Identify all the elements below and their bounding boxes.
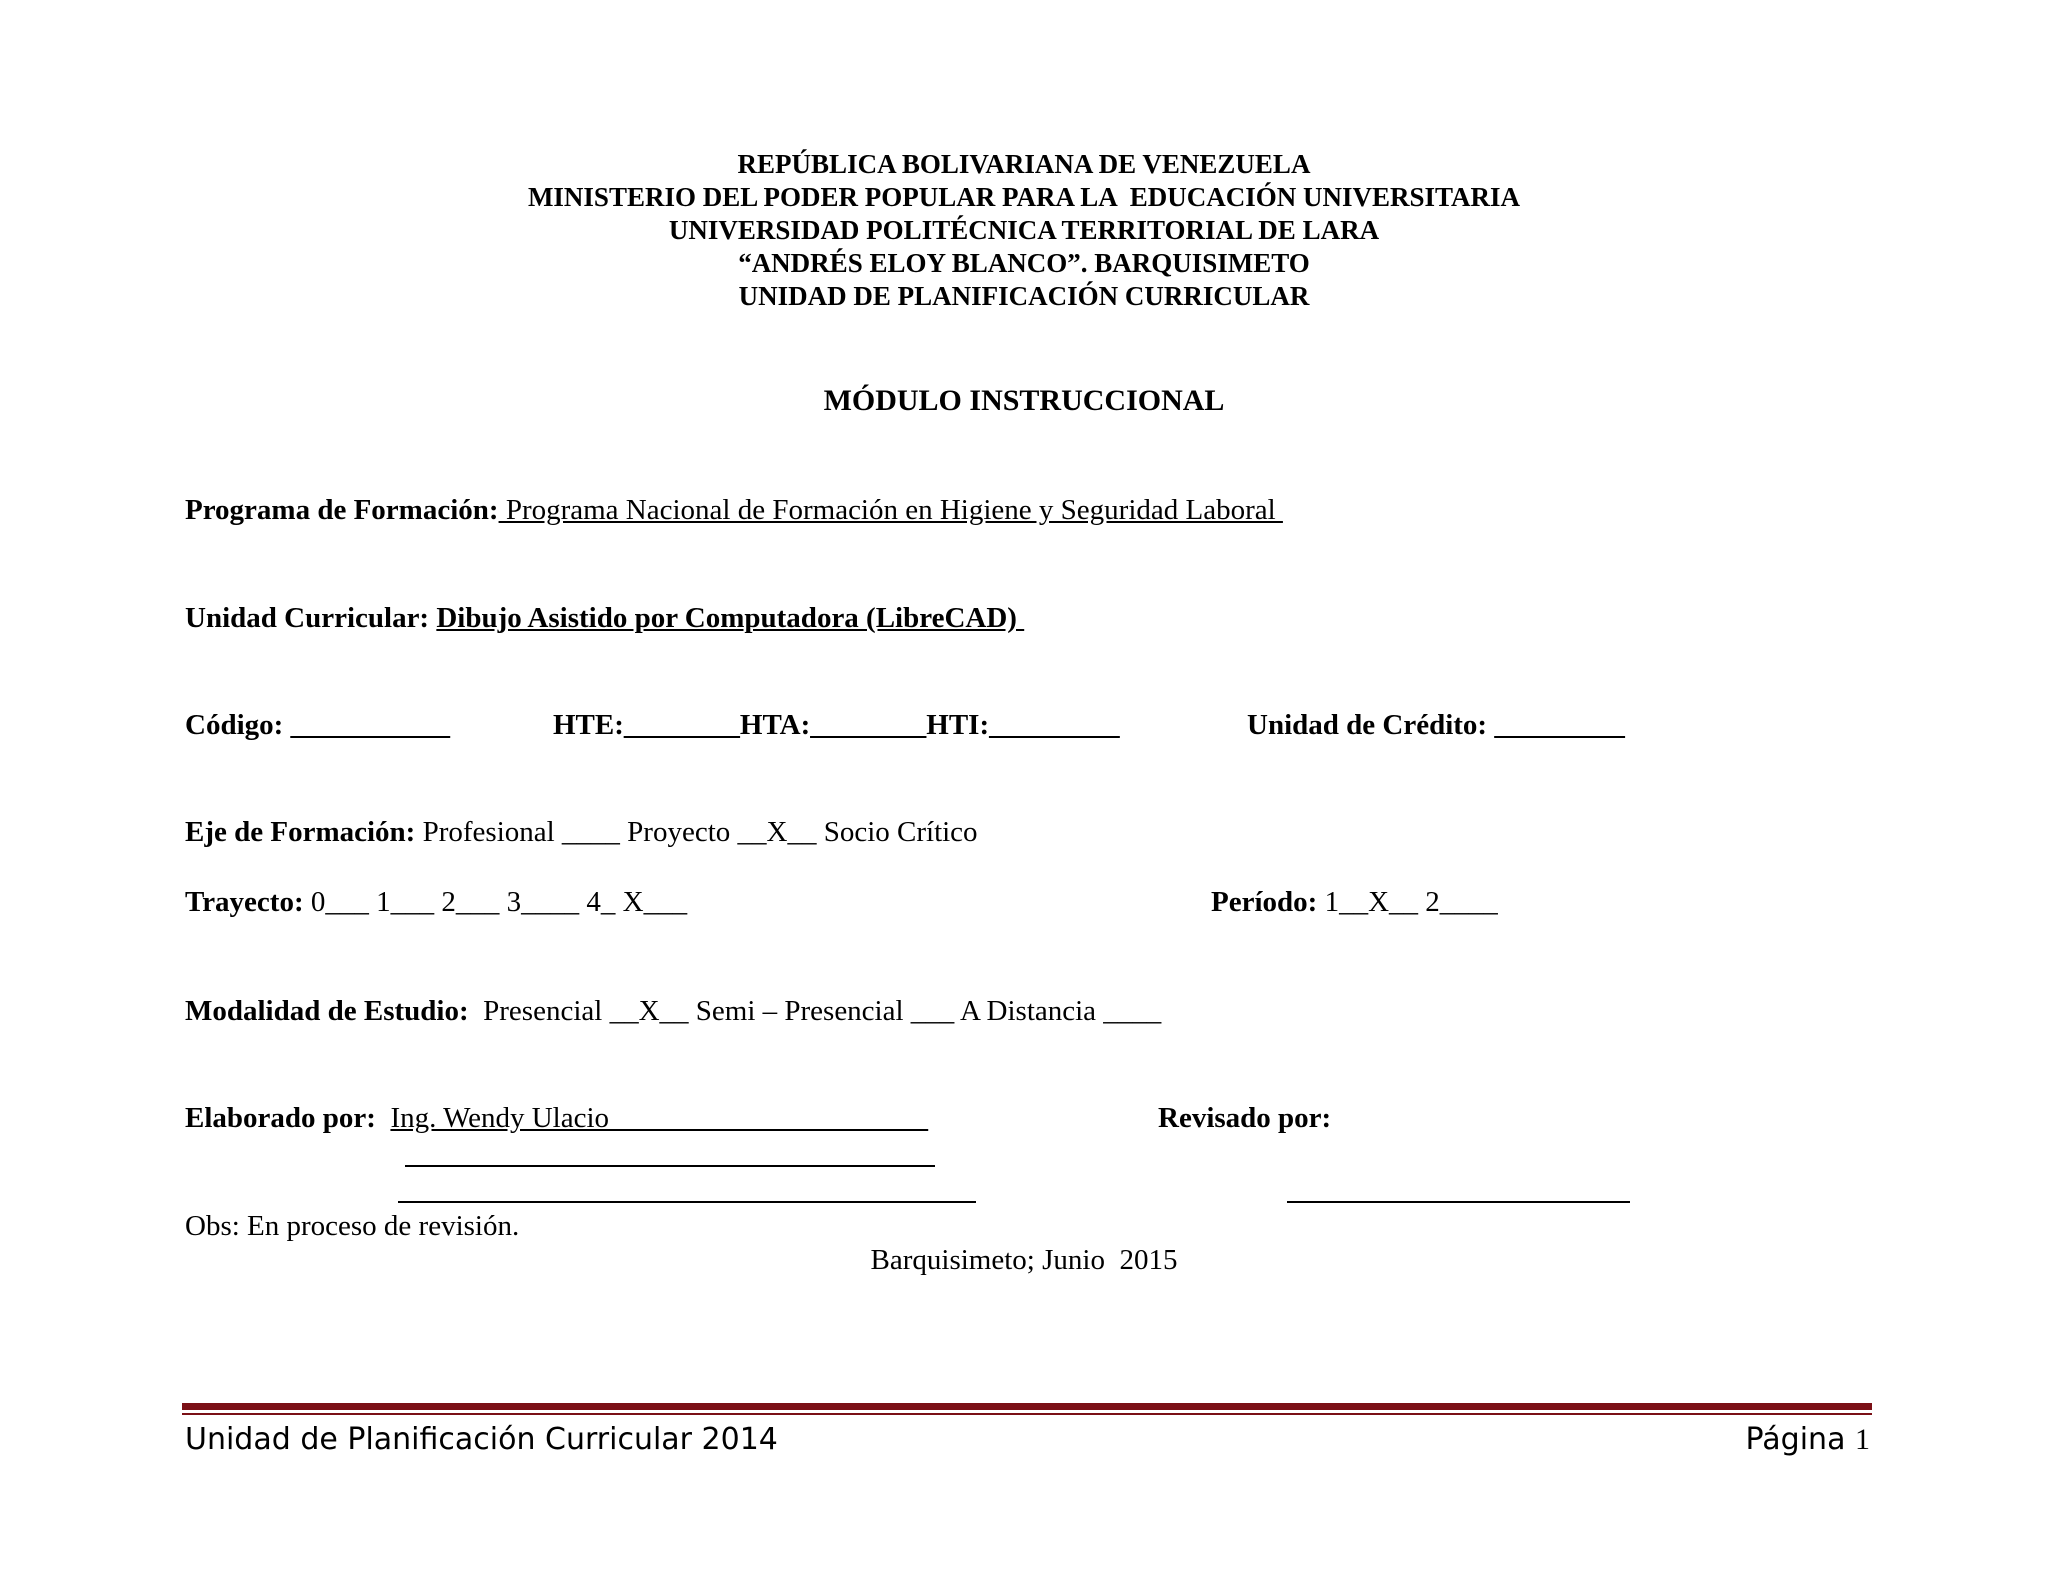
modalidad-label: Modalidad de Estudio: <box>185 995 484 1027</box>
hti-field: HTI:_________ <box>926 709 1120 741</box>
document-title: MÓDULO INSTRUCCIONAL <box>823 384 1225 417</box>
eje-row <box>185 816 978 849</box>
eje-options: Profesional ____ Proyecto __X__ Socio Crítico <box>422 816 978 848</box>
institution-header <box>0 148 2048 313</box>
footer-page-indicator <box>1746 1422 1870 1457</box>
observation-note: Obs: En proceso de revisión. <box>185 1210 520 1242</box>
programa-value: Programa Nacional de Formación en Higiene y Seguridad Laboral <box>498 494 1283 526</box>
page-number: 1 <box>1855 1423 1870 1456</box>
unidad-curricular-row <box>185 602 1024 635</box>
trayecto-row <box>185 886 687 919</box>
revisado-label: Revisado por: <box>1158 1102 1332 1134</box>
footer-unit-label: Unidad de Planificación Curricular 2014 <box>185 1422 778 1457</box>
header-line-republic: REPÚBLICA BOLIVARIANA DE VENEZUELA <box>737 149 1311 179</box>
trayecto-options: 0___ 1___ 2___ 3____ 4_ X___ <box>310 886 688 918</box>
periodo-options: 1__X__ 2____ <box>1324 886 1498 918</box>
elaborado-blank: _________________ <box>681 1102 929 1134</box>
modalidad-options: Presencial __X__ Semi – Presencial ___ A Distancia ____ <box>483 995 1162 1027</box>
footer-rule-thin <box>182 1413 1872 1415</box>
codigo-field <box>185 709 450 742</box>
revisado-signature-line <box>1287 1201 1630 1203</box>
footer-rule <box>182 1403 1872 1410</box>
codigo-label: Código: <box>185 709 291 741</box>
eje-label: Eje de Formación: <box>185 816 423 848</box>
elaborado-label: Elaborado por: <box>185 1102 391 1134</box>
page-label: Página <box>1745 1422 1855 1457</box>
unidad-credito-blank: _________ <box>1494 709 1625 741</box>
horas-field <box>553 709 1120 742</box>
header-line-university: UNIVERSIDAD POLITÉCNICA TERRITORIAL DE LARA <box>668 215 1380 245</box>
trayecto-label: Trayecto: <box>185 886 311 918</box>
periodo-label: Período: <box>1211 886 1325 918</box>
city-date: Barquisimeto; Junio 2015 <box>870 1244 1178 1276</box>
elaborado-signature-line <box>398 1201 976 1203</box>
elaborado-row <box>185 1102 928 1135</box>
programa-row <box>185 494 1283 527</box>
unidad-credito-field <box>1247 709 1625 742</box>
modalidad-row <box>185 995 1161 1028</box>
hta-field: HTA:________ <box>739 709 927 741</box>
codigo-blank: ___________ <box>290 709 451 741</box>
elaborado-value: Ing. Wendy Ulacio <box>390 1102 682 1134</box>
programa-label: Programa de Formación: <box>185 494 499 526</box>
header-line-unit: UNIDAD DE PLANIFICACIÓN CURRICULAR <box>738 281 1310 311</box>
unidad-curricular-value: Dibujo Asistido por Computadora (LibreCAD) <box>436 602 1025 634</box>
header-line-campus: “ANDRÉS ELOY BLANCO”. BARQUISIMETO <box>738 248 1310 278</box>
unidad-curricular-label: Unidad Curricular: <box>185 602 437 634</box>
header-line-ministry: MINISTERIO DEL PODER POPULAR PARA LA EDUCACIÓN UNIVERSITARIA <box>527 182 1521 212</box>
elaborado-extra-line <box>405 1165 935 1167</box>
unidad-credito-label: Unidad de Crédito: <box>1247 709 1495 741</box>
hte-field: HTE:________ <box>553 709 740 741</box>
periodo-field <box>1211 886 1498 919</box>
